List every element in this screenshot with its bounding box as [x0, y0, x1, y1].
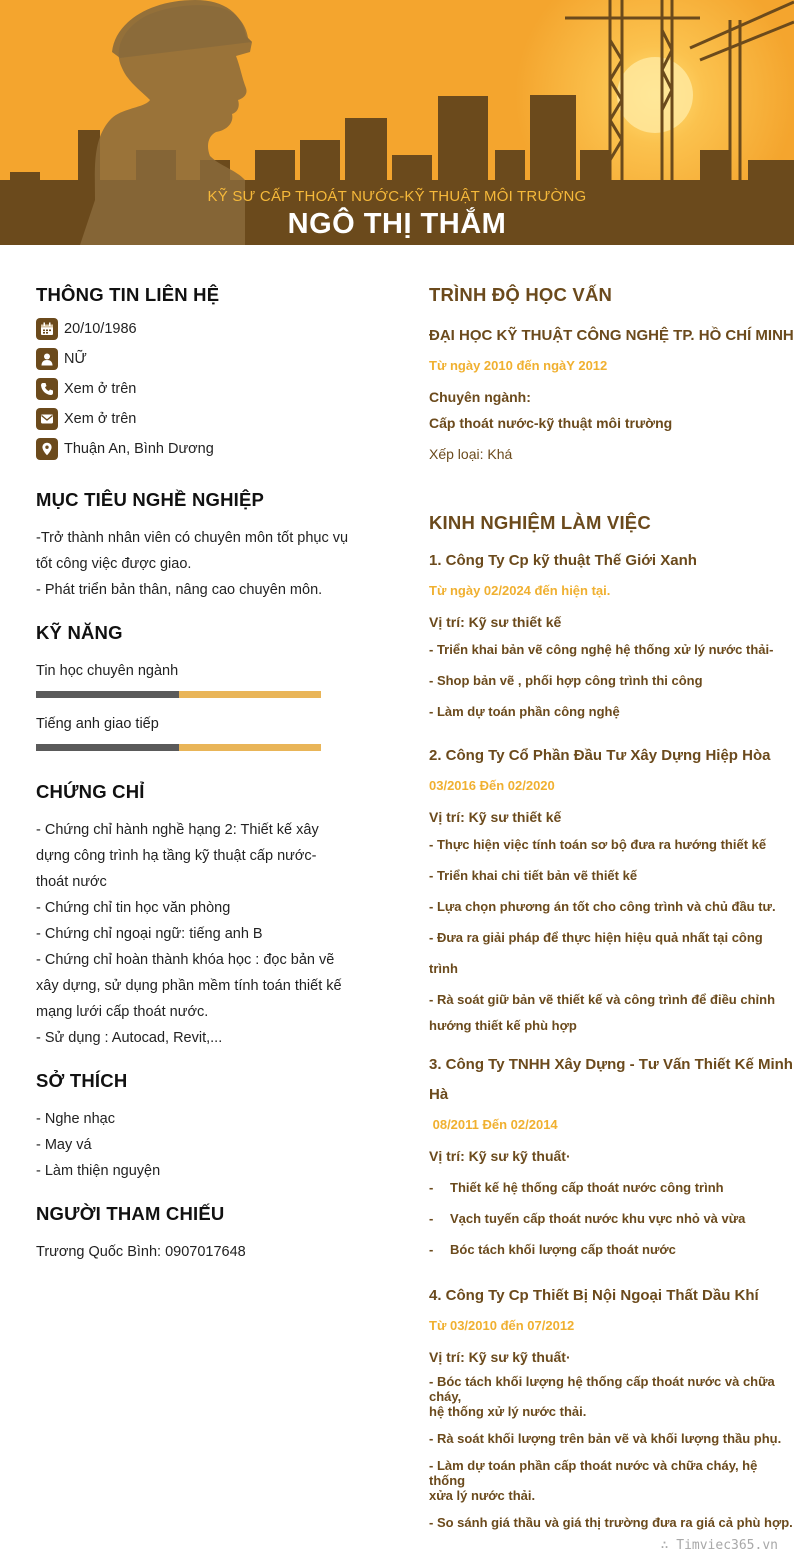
contact-birthdate — [36, 314, 356, 344]
person-icon — [36, 348, 58, 370]
skill-label: Tin học chuyên ngành — [36, 663, 179, 679]
left-column — [36, 284, 356, 1260]
certificates-section — [36, 781, 356, 1051]
certificate-line: - Sử dụng : Autocad, Revit,... — [36, 1030, 223, 1046]
school-name: ĐẠI HỌC KỸ THUẬT CÔNG NGHỆ TP. HỒ CHÍ MINH — [429, 327, 794, 344]
company-name: 1. Công Ty Cp kỹ thuật Thế Giới Xanh — [429, 552, 697, 569]
calendar-icon — [36, 318, 58, 340]
job-duty: hướng thiết kế phù hợp — [429, 1018, 577, 1033]
objective-section — [36, 489, 356, 603]
skill-item — [36, 716, 356, 751]
certificates-section-title: CHỨNG CHỈ — [36, 781, 145, 802]
job-entry — [429, 1281, 794, 1530]
certificate-line: mạng lưới cấp thoát nước. — [36, 1004, 209, 1020]
skills-section — [36, 622, 356, 751]
sun-icon — [617, 57, 693, 133]
job-period: 08/2011 Đến 02/2014 — [429, 1117, 558, 1132]
experience-section — [429, 512, 794, 1530]
email-icon — [36, 408, 58, 430]
job-duty: - Rà soát giữ bản vẽ thiết kế và công trình để điều chỉnh — [429, 992, 776, 1007]
skills-section-title: KỸ NĂNG — [36, 622, 123, 643]
contact-email — [36, 404, 356, 434]
job-position: Vị trí: Kỹ sư thiết kế — [429, 614, 562, 630]
education-section — [429, 284, 794, 462]
cv-header-banner — [0, 0, 794, 245]
certificate-line: dựng công trình hạ tầng kỹ thuật cấp nước- — [36, 848, 317, 864]
gender-value: NỮ — [64, 351, 87, 367]
right-column — [429, 284, 794, 1530]
job-entry — [429, 1050, 794, 1265]
company-name: 2. Công Ty Cổ Phần Đầu Tư Xây Dựng Hiệp Hòa — [429, 747, 771, 764]
email-value: Xem ở trên — [64, 411, 137, 427]
certificate-line: thoát nước — [36, 874, 107, 890]
objective-line: -Trở thành nhân viên có chuyên môn tốt phục vụ — [36, 530, 349, 546]
hobby-line: - Nghe nhạc — [36, 1111, 115, 1127]
job-period: Từ 03/2010 đến 07/2012 — [429, 1318, 575, 1333]
skill-level-fill — [36, 691, 179, 698]
job-duty: - Shop bản vẽ , phối hợp công trình thi công — [429, 673, 703, 688]
contact-section-title: THÔNG TIN LIÊN HỆ — [36, 284, 220, 305]
job-position: Vị trí: Kỹ sư kỹ thuất· — [429, 1349, 571, 1365]
job-duty-text: Vạch tuyến cấp thoát nước khu vực nhỏ và vừa — [450, 1211, 746, 1226]
objective-text — [36, 525, 356, 603]
reference-section — [36, 1203, 356, 1265]
objective-section-title: MỤC TIÊU NGHỀ NGHIỆP — [36, 489, 265, 510]
skill-level-bar — [36, 691, 321, 698]
job-duty: - Triển khai bản vẽ công nghệ hệ thống xử lý nước thải- — [429, 642, 774, 657]
education-section-title: TRÌNH ĐỘ HỌC VẤN — [429, 284, 613, 305]
hobbies-text — [36, 1106, 356, 1184]
certificates-text — [36, 817, 356, 1051]
job-duty: hệ thống xử lý nước thải. — [429, 1404, 587, 1419]
job-duty: - Lựa chọn phương án tốt cho công trình và chủ đầu tư. — [429, 899, 776, 914]
major-value: Cấp thoát nước-kỹ thuật môi trường — [429, 415, 673, 431]
job-duty: - Bóc tách khối lượng hệ thống cấp thoát nước và chữa cháy, — [429, 1374, 775, 1404]
phone-icon — [36, 378, 58, 400]
job-period: 03/2016 Đến 02/2020 — [429, 778, 555, 793]
company-name: 4. Công Ty Cp Thiết Bị Nội Ngoại Thất Dầu Khí — [429, 1287, 759, 1304]
reference-text: Trương Quốc Bình: 0907017648 — [36, 1244, 246, 1260]
watermark: ∴ Timviec365.vn — [660, 1538, 778, 1553]
major-label: Chuyên ngành: — [429, 389, 531, 405]
contact-gender — [36, 344, 356, 374]
skill-level-fill — [36, 744, 179, 751]
contact-address — [36, 434, 356, 464]
location-pin-icon — [36, 438, 58, 460]
job-period: Từ ngày 02/2024 đến hiện tại. — [429, 583, 611, 598]
hobby-line: - May vá — [36, 1137, 92, 1153]
job-title: KỸ SƯ CẤP THOÁT NƯỚC-KỸ THUẬT MÔI TRƯỜNG — [207, 188, 587, 205]
job-duty: - Vạch tuyến cấp thoát nước khu vực nhỏ và vừa — [429, 1211, 746, 1226]
certificate-line: - Chứng chỉ hành nghề hạng 2: Thiết kế xây — [36, 822, 319, 838]
experience-section-title: KINH NGHIỆM LÀM VIỆC — [429, 512, 651, 533]
company-name-line: Hà — [429, 1086, 449, 1103]
grade-value: Xếp loại: Khá — [429, 446, 513, 462]
job-duty: xửa lý nước thải. — [429, 1488, 536, 1503]
job-entry — [429, 546, 794, 727]
hobbies-section — [36, 1070, 356, 1184]
job-duty-text: Thiết kế hệ thống cấp thoát nước công trình — [450, 1180, 724, 1195]
contact-phone — [36, 374, 356, 404]
address-value: Thuận An, Bình Dương — [64, 441, 214, 457]
job-duty: - Làm dự toán phần công nghệ — [429, 704, 620, 719]
education-period: Từ ngày 2010 đến ngàY 2012 — [429, 358, 608, 373]
skill-item — [36, 663, 356, 698]
certificate-line: xây dựng, sử dụng phần mềm tính toán thiết kế — [36, 978, 342, 994]
hobby-line: - Làm thiện nguyện — [36, 1163, 161, 1179]
candidate-name: NGÔ THỊ THẮM — [287, 208, 507, 240]
skill-label: Tiếng anh giao tiếp — [36, 716, 159, 732]
certificate-line: - Chứng chỉ ngoại ngữ: tiếng anh B — [36, 926, 263, 942]
job-entry — [429, 741, 794, 1036]
company-name-line: 3. Công Ty TNHH Xây Dựng - Tư Vấn Thiết Kế Minh — [429, 1056, 793, 1073]
job-position: Vị trí: Kỹ sư thiết kế — [429, 809, 562, 825]
job-duty: - Thiết kế hệ thống cấp thoát nước công trình — [429, 1180, 724, 1195]
job-duty: - Đưa ra giải pháp để thực hiện hiệu quả nhất tại công trình — [429, 930, 763, 976]
job-duty: - Rà soát khối lượng trên bản vẽ và khối lượng thầu phụ. — [429, 1431, 782, 1446]
certificate-line: - Chứng chỉ hoàn thành khóa học : đọc bản vẽ — [36, 952, 335, 968]
reference-section-title: NGƯỜI THAM CHIẾU — [36, 1203, 225, 1224]
job-duty: - Bóc tách khối lượng cấp thoát nước — [429, 1242, 676, 1257]
job-duty: - Thực hiện việc tính toán sơ bộ đưa ra hướng thiết kế — [429, 837, 767, 852]
job-duty-text: Bóc tách khối lượng cấp thoát nước — [450, 1242, 676, 1257]
birthdate-value: 20/10/1986 — [64, 321, 137, 337]
job-duty: - Làm dự toán phần cấp thoát nước và chữa cháy, hệ thống — [429, 1458, 758, 1488]
job-duty: - Triển khai chi tiết bản vẽ thiết kế — [429, 868, 638, 883]
objective-line: - Phát triển bản thân, nâng cao chuyên môn. — [36, 582, 323, 598]
contact-section — [36, 284, 356, 464]
certificate-line: - Chứng chỉ tin học văn phòng — [36, 900, 231, 916]
job-duty: - So sánh giá thầu và giá thị trường đưa ra giá cả phù hợp. — [429, 1515, 793, 1530]
job-position: Vị trí: Kỹ sư kỹ thuất· — [429, 1148, 571, 1164]
phone-value: Xem ở trên — [64, 381, 137, 397]
hobbies-section-title: SỞ THÍCH — [36, 1070, 128, 1091]
skill-level-bar — [36, 744, 321, 751]
objective-line: tốt công việc được giao. — [36, 556, 192, 572]
